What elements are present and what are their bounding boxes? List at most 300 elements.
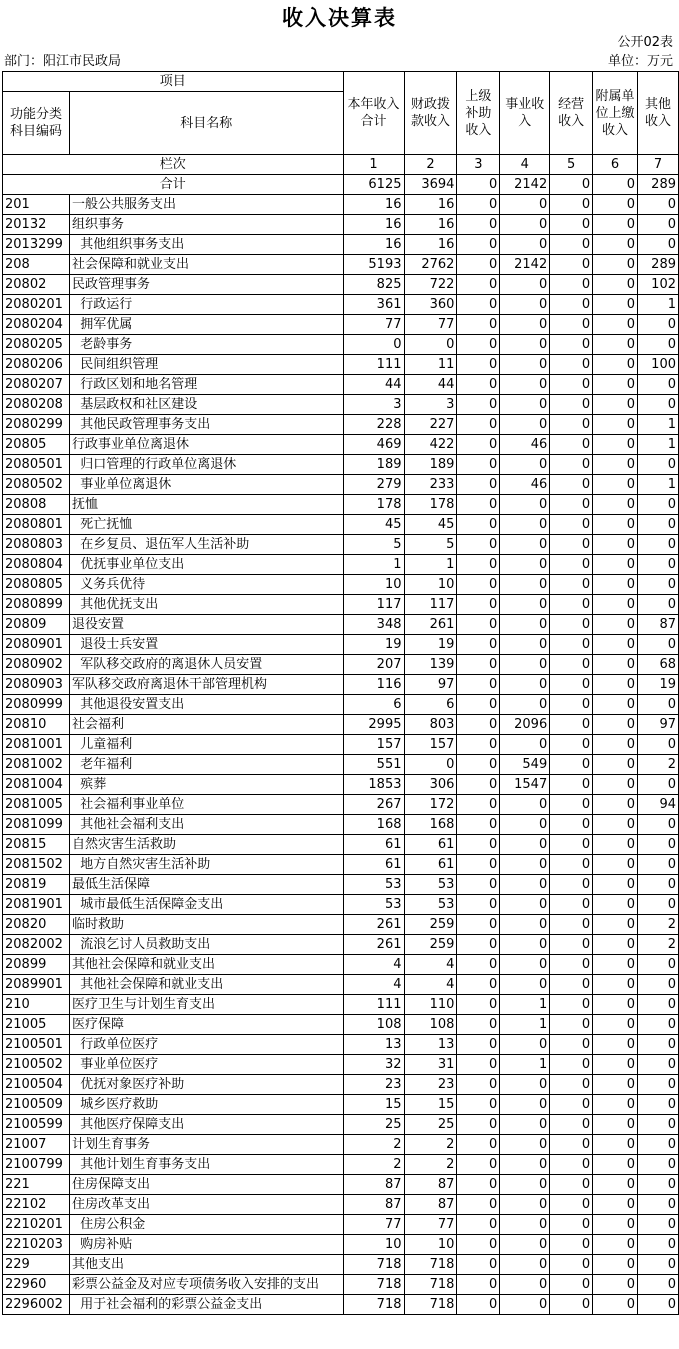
subject-code-cell: 221 bbox=[3, 1175, 70, 1195]
fiscal-income-cell: 110 bbox=[404, 995, 457, 1015]
operating-income-cell: 0 bbox=[550, 235, 593, 255]
other-income-cell: 0 bbox=[637, 595, 678, 615]
other-income-cell: 289 bbox=[637, 255, 678, 275]
fiscal-income-cell: 718 bbox=[404, 1255, 457, 1275]
total-income-cell: 718 bbox=[343, 1275, 404, 1295]
fiscal-income-cell: 25 bbox=[404, 1115, 457, 1135]
operating-income-cell: 0 bbox=[550, 375, 593, 395]
table-row bbox=[3, 1235, 679, 1255]
table-row bbox=[3, 915, 679, 935]
fiscal-income-cell: 11 bbox=[404, 355, 457, 375]
fiscal-income-cell: 117 bbox=[404, 595, 457, 615]
fiscal-income-cell: 3 bbox=[404, 395, 457, 415]
table-row bbox=[3, 1015, 679, 1035]
total-income-cell: 1853 bbox=[343, 775, 404, 795]
table-row bbox=[3, 655, 679, 675]
subject-code-cell: 2082002 bbox=[3, 935, 70, 955]
total-income-cell: 5193 bbox=[343, 255, 404, 275]
operating-income-cell: 0 bbox=[550, 535, 593, 555]
subject-name-cell: 医疗卫生与计划生育支出 bbox=[69, 995, 343, 1015]
business-income-cell: 0 bbox=[500, 1035, 550, 1055]
total-income-cell: 168 bbox=[343, 815, 404, 835]
affiliate-income-cell: 0 bbox=[593, 675, 638, 695]
business-income-cell: 1 bbox=[500, 995, 550, 1015]
superior-subsidy-cell: 0 bbox=[457, 695, 500, 715]
subject-name-cell: 其他退役安置支出 bbox=[69, 695, 343, 715]
business-income-cell: 0 bbox=[500, 915, 550, 935]
affiliate-income-cell: 0 bbox=[593, 835, 638, 855]
other-income-cell: 0 bbox=[637, 1295, 678, 1315]
affiliate-income-cell: 0 bbox=[593, 1235, 638, 1255]
operating-income-cell: 0 bbox=[550, 735, 593, 755]
other-income-cell: 0 bbox=[637, 695, 678, 715]
total-income-cell: 111 bbox=[343, 355, 404, 375]
subject-name-cell: 社会福利事业单位 bbox=[69, 795, 343, 815]
subject-name-cell: 退役士兵安置 bbox=[69, 635, 343, 655]
business-income-cell: 46 bbox=[500, 475, 550, 495]
other-income-cell: 0 bbox=[637, 375, 678, 395]
business-income-cell: 0 bbox=[500, 1095, 550, 1115]
table-row bbox=[3, 535, 679, 555]
subject-name-cell: 计划生育事务 bbox=[69, 1135, 343, 1155]
table-row bbox=[3, 1295, 679, 1315]
total-income-cell: 1 bbox=[343, 555, 404, 575]
business-income-cell: 0 bbox=[500, 1075, 550, 1095]
subject-name-cell: 用于社会福利的彩票公益金支出 bbox=[69, 1295, 343, 1315]
other-income-cell: 0 bbox=[637, 875, 678, 895]
table-row bbox=[3, 815, 679, 835]
business-income-cell: 0 bbox=[500, 1235, 550, 1255]
subject-code-cell: 2089901 bbox=[3, 975, 70, 995]
business-income-cell: 1547 bbox=[500, 775, 550, 795]
operating-income-cell: 0 bbox=[550, 315, 593, 335]
fiscal-income-cell: 87 bbox=[404, 1175, 457, 1195]
fiscal-income-cell: 87 bbox=[404, 1195, 457, 1215]
superior-subsidy-cell: 0 bbox=[457, 475, 500, 495]
table-row bbox=[3, 455, 679, 475]
subject-name-cell: 军队移交政府离退休干部管理机构 bbox=[69, 675, 343, 695]
total-income-cell: 116 bbox=[343, 675, 404, 695]
fiscal-income-cell: 422 bbox=[404, 435, 457, 455]
superior-subsidy-cell: 0 bbox=[457, 1075, 500, 1095]
subject-code-cell: 2080805 bbox=[3, 575, 70, 595]
affiliate-income-cell: 0 bbox=[593, 1135, 638, 1155]
total-cell: 3694 bbox=[404, 175, 457, 195]
subject-code-cell: 21007 bbox=[3, 1135, 70, 1155]
subject-name-cell: 事业单位医疗 bbox=[69, 1055, 343, 1075]
subject-code-cell: 2081502 bbox=[3, 855, 70, 875]
other-income-cell: 87 bbox=[637, 615, 678, 635]
other-income-cell: 1 bbox=[637, 475, 678, 495]
column-index-cell: 7 bbox=[637, 155, 678, 175]
total-income-cell: 61 bbox=[343, 835, 404, 855]
header-business-income: 事业收入 bbox=[500, 72, 550, 155]
operating-income-cell: 0 bbox=[550, 995, 593, 1015]
other-income-cell: 0 bbox=[637, 895, 678, 915]
business-income-cell: 0 bbox=[500, 655, 550, 675]
other-income-cell: 0 bbox=[637, 995, 678, 1015]
header-total-income: 本年收入合计 bbox=[343, 72, 404, 155]
operating-income-cell: 0 bbox=[550, 955, 593, 975]
table-row bbox=[3, 515, 679, 535]
operating-income-cell: 0 bbox=[550, 1055, 593, 1075]
table-row bbox=[3, 995, 679, 1015]
subject-code-cell: 20819 bbox=[3, 875, 70, 895]
table-row bbox=[3, 235, 679, 255]
subject-code-cell: 201 bbox=[3, 195, 70, 215]
superior-subsidy-cell: 0 bbox=[457, 275, 500, 295]
operating-income-cell: 0 bbox=[550, 1015, 593, 1035]
affiliate-income-cell: 0 bbox=[593, 615, 638, 635]
other-income-cell: 0 bbox=[637, 1255, 678, 1275]
business-income-cell: 0 bbox=[500, 295, 550, 315]
business-income-cell: 0 bbox=[500, 595, 550, 615]
fiscal-income-cell: 16 bbox=[404, 215, 457, 235]
superior-subsidy-cell: 0 bbox=[457, 295, 500, 315]
operating-income-cell: 0 bbox=[550, 815, 593, 835]
fiscal-income-cell: 172 bbox=[404, 795, 457, 815]
header-fiscal-income: 财政拨款收入 bbox=[404, 72, 457, 155]
fiscal-income-cell: 6 bbox=[404, 695, 457, 715]
affiliate-income-cell: 0 bbox=[593, 775, 638, 795]
fiscal-income-cell: 360 bbox=[404, 295, 457, 315]
affiliate-income-cell: 0 bbox=[593, 935, 638, 955]
total-income-cell: 551 bbox=[343, 755, 404, 775]
subject-code-cell: 2081901 bbox=[3, 895, 70, 915]
superior-subsidy-cell: 0 bbox=[457, 715, 500, 735]
total-income-cell: 4 bbox=[343, 975, 404, 995]
operating-income-cell: 0 bbox=[550, 615, 593, 635]
business-income-cell: 0 bbox=[500, 815, 550, 835]
total-cell: 2142 bbox=[500, 175, 550, 195]
subject-code-cell: 20802 bbox=[3, 275, 70, 295]
column-index-cell: 3 bbox=[457, 155, 500, 175]
affiliate-income-cell: 0 bbox=[593, 355, 638, 375]
business-income-cell: 0 bbox=[500, 195, 550, 215]
subject-code-cell: 2100501 bbox=[3, 1035, 70, 1055]
other-income-cell: 0 bbox=[637, 1135, 678, 1155]
total-income-cell: 2 bbox=[343, 1135, 404, 1155]
total-income-cell: 469 bbox=[343, 435, 404, 455]
operating-income-cell: 0 bbox=[550, 475, 593, 495]
subject-code-cell: 2080201 bbox=[3, 295, 70, 315]
superior-subsidy-cell: 0 bbox=[457, 975, 500, 995]
business-income-cell: 0 bbox=[500, 675, 550, 695]
total-income-cell: 45 bbox=[343, 515, 404, 535]
subject-code-cell: 229 bbox=[3, 1255, 70, 1275]
total-income-cell: 361 bbox=[343, 295, 404, 315]
affiliate-income-cell: 0 bbox=[593, 375, 638, 395]
superior-subsidy-cell: 0 bbox=[457, 955, 500, 975]
total-income-cell: 53 bbox=[343, 895, 404, 915]
subject-code-cell: 20820 bbox=[3, 915, 70, 935]
subject-code-cell: 20805 bbox=[3, 435, 70, 455]
affiliate-income-cell: 0 bbox=[593, 515, 638, 535]
affiliate-income-cell: 0 bbox=[593, 315, 638, 335]
business-income-cell: 0 bbox=[500, 795, 550, 815]
other-income-cell: 1 bbox=[637, 295, 678, 315]
other-income-cell: 0 bbox=[637, 535, 678, 555]
total-income-cell: 16 bbox=[343, 235, 404, 255]
superior-subsidy-cell: 0 bbox=[457, 515, 500, 535]
other-income-cell: 94 bbox=[637, 795, 678, 815]
subject-code-cell: 20132 bbox=[3, 215, 70, 235]
affiliate-income-cell: 0 bbox=[593, 1155, 638, 1175]
table-row bbox=[3, 495, 679, 515]
fiscal-income-cell: 189 bbox=[404, 455, 457, 475]
operating-income-cell: 0 bbox=[550, 1295, 593, 1315]
superior-subsidy-cell: 0 bbox=[457, 575, 500, 595]
business-income-cell: 1 bbox=[500, 1015, 550, 1035]
superior-subsidy-cell: 0 bbox=[457, 1255, 500, 1275]
table-row bbox=[3, 395, 679, 415]
other-income-cell: 0 bbox=[637, 395, 678, 415]
table-row bbox=[3, 275, 679, 295]
subject-name-cell: 抚恤 bbox=[69, 495, 343, 515]
total-income-cell: 261 bbox=[343, 935, 404, 955]
table-row bbox=[3, 1195, 679, 1215]
affiliate-income-cell: 0 bbox=[593, 195, 638, 215]
total-income-cell: 15 bbox=[343, 1095, 404, 1115]
total-income-cell: 3 bbox=[343, 395, 404, 415]
business-income-cell: 0 bbox=[500, 1255, 550, 1275]
business-income-cell: 0 bbox=[500, 575, 550, 595]
table-row bbox=[3, 975, 679, 995]
business-income-cell: 0 bbox=[500, 1195, 550, 1215]
subject-name-cell: 自然灾害生活救助 bbox=[69, 835, 343, 855]
affiliate-income-cell: 0 bbox=[593, 495, 638, 515]
subject-name-cell: 老龄事务 bbox=[69, 335, 343, 355]
business-income-cell: 0 bbox=[500, 1215, 550, 1235]
total-income-cell: 348 bbox=[343, 615, 404, 635]
table-row bbox=[3, 375, 679, 395]
other-income-cell: 0 bbox=[637, 1035, 678, 1055]
superior-subsidy-cell: 0 bbox=[457, 1215, 500, 1235]
superior-subsidy-cell: 0 bbox=[457, 395, 500, 415]
subject-code-cell: 210 bbox=[3, 995, 70, 1015]
table-row bbox=[3, 935, 679, 955]
affiliate-income-cell: 0 bbox=[593, 215, 638, 235]
operating-income-cell: 0 bbox=[550, 1195, 593, 1215]
subject-code-cell: 2080207 bbox=[3, 375, 70, 395]
other-income-cell: 0 bbox=[637, 1155, 678, 1175]
fiscal-income-cell: 139 bbox=[404, 655, 457, 675]
subject-name-cell: 其他支出 bbox=[69, 1255, 343, 1275]
column-index-cell: 5 bbox=[550, 155, 593, 175]
header-superior-subsidy: 上级补助收入 bbox=[457, 72, 500, 155]
other-income-cell: 2 bbox=[637, 915, 678, 935]
subject-name-cell: 军队移交政府的离退休人员安置 bbox=[69, 655, 343, 675]
fiscal-income-cell: 2 bbox=[404, 1155, 457, 1175]
other-income-cell: 0 bbox=[637, 1015, 678, 1035]
subject-name-cell: 殡葬 bbox=[69, 775, 343, 795]
business-income-cell: 0 bbox=[500, 735, 550, 755]
fiscal-income-cell: 10 bbox=[404, 1235, 457, 1255]
other-income-cell: 100 bbox=[637, 355, 678, 375]
table-row bbox=[3, 1255, 679, 1275]
affiliate-income-cell: 0 bbox=[593, 1195, 638, 1215]
superior-subsidy-cell: 0 bbox=[457, 1115, 500, 1135]
operating-income-cell: 0 bbox=[550, 655, 593, 675]
header-code: 功能分类科目编码 bbox=[3, 92, 70, 155]
table-row bbox=[3, 575, 679, 595]
subject-name-cell: 城乡医疗救助 bbox=[69, 1095, 343, 1115]
total-cell: 0 bbox=[550, 175, 593, 195]
table-row bbox=[3, 595, 679, 615]
other-income-cell: 1 bbox=[637, 415, 678, 435]
affiliate-income-cell: 0 bbox=[593, 995, 638, 1015]
other-income-cell: 102 bbox=[637, 275, 678, 295]
other-income-cell: 2 bbox=[637, 755, 678, 775]
superior-subsidy-cell: 0 bbox=[457, 215, 500, 235]
business-income-cell: 0 bbox=[500, 1155, 550, 1175]
other-income-cell: 0 bbox=[637, 555, 678, 575]
subject-name-cell: 住房改革支出 bbox=[69, 1195, 343, 1215]
subject-name-cell: 民政管理事务 bbox=[69, 275, 343, 295]
superior-subsidy-cell: 0 bbox=[457, 355, 500, 375]
superior-subsidy-cell: 0 bbox=[457, 1195, 500, 1215]
total-income-cell: 279 bbox=[343, 475, 404, 495]
business-income-cell: 0 bbox=[500, 355, 550, 375]
total-income-cell: 32 bbox=[343, 1055, 404, 1075]
business-income-cell: 0 bbox=[500, 315, 550, 335]
superior-subsidy-cell: 0 bbox=[457, 755, 500, 775]
total-income-cell: 23 bbox=[343, 1075, 404, 1095]
other-income-cell: 0 bbox=[637, 775, 678, 795]
fiscal-income-cell: 168 bbox=[404, 815, 457, 835]
subject-code-cell: 2080208 bbox=[3, 395, 70, 415]
subject-name-cell: 退役安置 bbox=[69, 615, 343, 635]
business-income-cell: 0 bbox=[500, 555, 550, 575]
other-income-cell: 0 bbox=[637, 1175, 678, 1195]
column-index-cell: 6 bbox=[593, 155, 638, 175]
fiscal-income-cell: 261 bbox=[404, 615, 457, 635]
other-income-cell: 0 bbox=[637, 235, 678, 255]
fiscal-income-cell: 77 bbox=[404, 315, 457, 335]
header-project: 项目 bbox=[3, 72, 344, 92]
affiliate-income-cell: 0 bbox=[593, 1255, 638, 1275]
affiliate-income-cell: 0 bbox=[593, 655, 638, 675]
affiliate-income-cell: 0 bbox=[593, 435, 638, 455]
superior-subsidy-cell: 0 bbox=[457, 315, 500, 335]
total-cell: 289 bbox=[637, 175, 678, 195]
other-income-cell: 0 bbox=[637, 835, 678, 855]
fiscal-income-cell: 13 bbox=[404, 1035, 457, 1055]
superior-subsidy-cell: 0 bbox=[457, 535, 500, 555]
total-income-cell: 825 bbox=[343, 275, 404, 295]
superior-subsidy-cell: 0 bbox=[457, 1035, 500, 1055]
fiscal-income-cell: 108 bbox=[404, 1015, 457, 1035]
affiliate-income-cell: 0 bbox=[593, 395, 638, 415]
superior-subsidy-cell: 0 bbox=[457, 635, 500, 655]
subject-code-cell: 2080205 bbox=[3, 335, 70, 355]
superior-subsidy-cell: 0 bbox=[457, 1175, 500, 1195]
table-row bbox=[3, 1075, 679, 1095]
business-income-cell: 0 bbox=[500, 615, 550, 635]
subject-code-cell: 2080501 bbox=[3, 455, 70, 475]
superior-subsidy-cell: 0 bbox=[457, 615, 500, 635]
subject-name-cell: 最低生活保障 bbox=[69, 875, 343, 895]
table-row bbox=[3, 1035, 679, 1055]
other-income-cell: 0 bbox=[637, 1095, 678, 1115]
total-label: 合计 bbox=[3, 175, 344, 195]
operating-income-cell: 0 bbox=[550, 395, 593, 415]
income-table bbox=[2, 71, 679, 1315]
total-income-cell: 87 bbox=[343, 1175, 404, 1195]
superior-subsidy-cell: 0 bbox=[457, 855, 500, 875]
superior-subsidy-cell: 0 bbox=[457, 655, 500, 675]
operating-income-cell: 0 bbox=[550, 1075, 593, 1095]
fiscal-income-cell: 53 bbox=[404, 895, 457, 915]
subject-name-cell: 行政事业单位离退休 bbox=[69, 435, 343, 455]
subject-name-cell: 行政运行 bbox=[69, 295, 343, 315]
subject-name-cell: 组织事务 bbox=[69, 215, 343, 235]
business-income-cell: 0 bbox=[500, 395, 550, 415]
subject-code-cell: 2081005 bbox=[3, 795, 70, 815]
subject-name-cell: 一般公共服务支出 bbox=[69, 195, 343, 215]
subject-code-cell: 2100599 bbox=[3, 1115, 70, 1135]
fiscal-income-cell: 259 bbox=[404, 935, 457, 955]
subject-name-cell: 事业单位离退休 bbox=[69, 475, 343, 495]
affiliate-income-cell: 0 bbox=[593, 815, 638, 835]
subject-name-cell: 儿童福利 bbox=[69, 735, 343, 755]
header-affiliate-income: 附属单位上缴收入 bbox=[593, 72, 638, 155]
table-row bbox=[3, 475, 679, 495]
superior-subsidy-cell: 0 bbox=[457, 1095, 500, 1115]
subject-name-cell: 购房补贴 bbox=[69, 1235, 343, 1255]
operating-income-cell: 0 bbox=[550, 455, 593, 475]
fiscal-income-cell: 306 bbox=[404, 775, 457, 795]
other-income-cell: 0 bbox=[637, 575, 678, 595]
operating-income-cell: 0 bbox=[550, 975, 593, 995]
subject-code-cell: 2210201 bbox=[3, 1215, 70, 1235]
table-row bbox=[3, 635, 679, 655]
business-income-cell: 0 bbox=[500, 695, 550, 715]
superior-subsidy-cell: 0 bbox=[457, 335, 500, 355]
subject-name-cell: 其他民政管理事务支出 bbox=[69, 415, 343, 435]
affiliate-income-cell: 0 bbox=[593, 1175, 638, 1195]
other-income-cell: 0 bbox=[637, 315, 678, 335]
total-income-cell: 267 bbox=[343, 795, 404, 815]
business-income-cell: 0 bbox=[500, 535, 550, 555]
affiliate-income-cell: 0 bbox=[593, 235, 638, 255]
table-row bbox=[3, 1275, 679, 1295]
business-income-cell: 0 bbox=[500, 895, 550, 915]
table-row bbox=[3, 195, 679, 215]
fiscal-income-cell: 5 bbox=[404, 535, 457, 555]
total-income-cell: 19 bbox=[343, 635, 404, 655]
operating-income-cell: 0 bbox=[550, 855, 593, 875]
table-row bbox=[3, 1135, 679, 1155]
fiscal-income-cell: 718 bbox=[404, 1275, 457, 1295]
operating-income-cell: 0 bbox=[550, 435, 593, 455]
table-row bbox=[3, 1175, 679, 1195]
total-income-cell: 0 bbox=[343, 335, 404, 355]
superior-subsidy-cell: 0 bbox=[457, 875, 500, 895]
business-income-cell: 0 bbox=[500, 495, 550, 515]
subject-name-cell: 优抚事业单位支出 bbox=[69, 555, 343, 575]
total-income-cell: 718 bbox=[343, 1255, 404, 1275]
table-row bbox=[3, 895, 679, 915]
subject-code-cell: 2100502 bbox=[3, 1055, 70, 1075]
total-income-cell: 157 bbox=[343, 735, 404, 755]
subject-name-cell: 地方自然灾害生活补助 bbox=[69, 855, 343, 875]
subject-code-cell: 21005 bbox=[3, 1015, 70, 1035]
operating-income-cell: 0 bbox=[550, 1135, 593, 1155]
affiliate-income-cell: 0 bbox=[593, 335, 638, 355]
other-income-cell: 0 bbox=[637, 635, 678, 655]
fiscal-income-cell: 16 bbox=[404, 235, 457, 255]
